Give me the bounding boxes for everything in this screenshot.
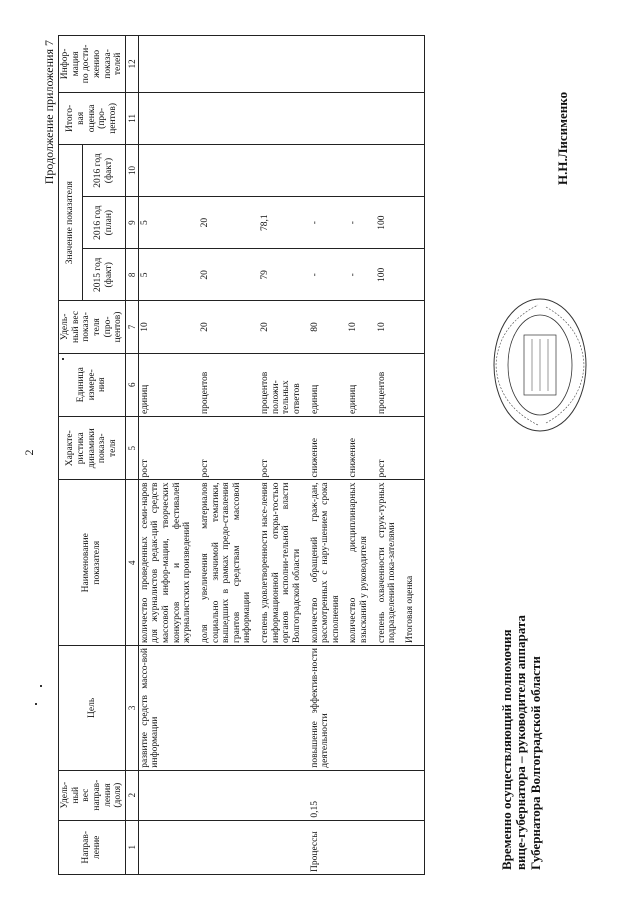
column-numbers-row: [125, 36, 138, 875]
header-value-group: Значение показателя: [59, 144, 83, 300]
indicator-name-cell: доля увеличения материалов социально значимой тематики, вышедших в рамках предо-ставления грантов средствам массовой информации: [199, 480, 259, 646]
table-row: [309, 36, 348, 875]
total-cell: [376, 92, 404, 144]
info-cell: [259, 36, 309, 93]
header-indicator-weight: Удель- ный вес показа- теля (про- центов): [59, 301, 126, 353]
header-dynamics: Характе- ристика динамики показа- теля: [59, 417, 126, 480]
goal-cell: [347, 646, 375, 771]
unit-cell: единиц: [309, 353, 348, 416]
signatory-name: Н.Н.Лисименко: [555, 91, 570, 185]
unit-cell: единиц: [347, 353, 375, 416]
total-row-cell: [404, 197, 424, 249]
indicator-name-cell: степень удовлетворенности насе-ления информационной откры-тостью органов исполни-тельной власти Волгоградской области: [259, 480, 309, 646]
share-cell: [259, 770, 309, 820]
dynamics-cell: рост: [138, 417, 199, 480]
col-number: 12: [125, 36, 138, 93]
continuation-label: Продолжение приложения 7: [42, 40, 56, 185]
direction-cell: [259, 820, 309, 874]
direction-cell: [347, 820, 375, 874]
fact-2016-cell: [138, 144, 199, 196]
weight-cell: 10: [347, 301, 375, 353]
scan-speck: [62, 358, 64, 360]
total-cell: [309, 92, 348, 144]
total-row-cell: [404, 36, 424, 93]
col-number: 1: [125, 820, 138, 874]
share-cell: [347, 770, 375, 820]
fact-2015-cell: 79: [259, 249, 309, 301]
col-number: 11: [125, 92, 138, 144]
dynamics-cell: снижение: [309, 417, 348, 480]
direction-cell: [138, 820, 199, 874]
fact-2015-cell: 5: [138, 249, 199, 301]
total-row-cell: [404, 770, 424, 820]
plan-2016-cell: 78,1: [259, 197, 309, 249]
fact-2016-cell: [347, 144, 375, 196]
total-row-cell: [404, 820, 424, 874]
plan-2016-cell: 20: [199, 197, 259, 249]
goal-cell: [376, 646, 404, 771]
col-number: 9: [125, 197, 138, 249]
total-row: [404, 36, 424, 875]
header-unit: Единица измере- ния: [59, 353, 126, 416]
scan-speck: [40, 685, 42, 687]
weight-cell: 20: [199, 301, 259, 353]
col-number: 5: [125, 417, 138, 480]
direction-cell: [376, 820, 404, 874]
dynamics-cell: рост: [376, 417, 404, 480]
table-row: [347, 36, 375, 875]
plan-2016-cell: -: [347, 197, 375, 249]
unit-cell: процентов положи-тельных ответов: [259, 353, 309, 416]
header-2016-fact: 2016 год (факт): [83, 144, 126, 196]
share-cell: [138, 770, 199, 820]
fact-2016-cell: [376, 144, 404, 196]
fact-2016-cell: [259, 144, 309, 196]
header-total: Итого- вая оценка (про- центов): [59, 92, 126, 144]
table-row: [376, 36, 404, 875]
signature-line: Губернатора Волгоградской области: [527, 656, 543, 870]
header-direction: Направ- ление: [59, 820, 126, 874]
header-2016-plan: 2016 год (план): [83, 197, 126, 249]
plan-2016-cell: 100: [376, 197, 404, 249]
table-row: [199, 36, 259, 875]
info-cell: [309, 36, 348, 93]
direction-cell: Процессы: [309, 820, 348, 874]
total-row-cell: [404, 417, 424, 480]
total-cell: [259, 92, 309, 144]
col-number: 2: [125, 770, 138, 820]
info-cell: [199, 36, 259, 93]
share-cell: [376, 770, 404, 820]
page-number: 2: [22, 449, 36, 456]
col-number: 4: [125, 480, 138, 646]
unit-cell: процентов: [199, 353, 259, 416]
header-direction-share: Удель- ный вес направ- ления (доля): [59, 770, 126, 820]
indicator-name-cell: степень охваченности струк-турных подразделений пока-зателями: [376, 480, 404, 646]
total-row-cell: [404, 249, 424, 301]
goal-cell: повышение эффектив-ности деятельности: [309, 646, 348, 771]
goal-cell: [199, 646, 259, 771]
official-stamp: [490, 295, 590, 435]
header-indicator-name: Наименование показателя: [59, 480, 126, 646]
signature-line: вице-губернатора – руководителя аппарата: [513, 615, 529, 870]
dynamics-cell: рост: [199, 417, 259, 480]
indicator-name-cell: количество обращений граж-дан, рассмотренных с нару-шением срока исполнения: [309, 480, 348, 646]
weight-cell: 10: [376, 301, 404, 353]
weight-cell: 10: [138, 301, 199, 353]
indicator-name-cell: количество дисциплинарных взысканий у руководителя: [347, 480, 375, 646]
unit-cell: единиц: [138, 353, 199, 416]
total-label: Итоговая оценка: [404, 480, 424, 646]
total-cell: [199, 92, 259, 144]
share-cell: [199, 770, 259, 820]
info-cell: [138, 36, 199, 93]
share-cell: 0,15: [309, 770, 348, 820]
info-cell: [376, 36, 404, 93]
indicators-table: [58, 35, 425, 875]
fact-2016-cell: [309, 144, 348, 196]
col-number: 6: [125, 353, 138, 416]
fact-2015-cell: -: [347, 249, 375, 301]
weight-cell: 20: [259, 301, 309, 353]
info-cell: [347, 36, 375, 93]
header-2015-fact: 2015 год (факт): [83, 249, 126, 301]
scan-speck: [35, 703, 37, 705]
direction-cell: [199, 820, 259, 874]
total-row-cell: [404, 301, 424, 353]
plan-2016-cell: 5: [138, 197, 199, 249]
fact-2015-cell: -: [309, 249, 348, 301]
col-number: 3: [125, 646, 138, 771]
indicator-name-cell: количество проведенных семи-наров для журналистов редак-ций средств массовой инфор-мации, творческих конкурсов и фестивалей журналистских произведений: [138, 480, 199, 646]
total-row-cell: [404, 92, 424, 144]
signature-block: [500, 615, 543, 870]
total-row-cell: [404, 353, 424, 416]
total-row-cell: [404, 646, 424, 771]
fact-2016-cell: [199, 144, 259, 196]
table-row: [138, 36, 199, 875]
total-cell: [138, 92, 199, 144]
fact-2015-cell: 20: [199, 249, 259, 301]
signature-line: Временно осуществляющий полномочия: [499, 629, 514, 870]
col-number: 7: [125, 301, 138, 353]
table-row: [259, 36, 309, 875]
col-number: 8: [125, 249, 138, 301]
goal-cell: развитие средств массо-вой информации: [138, 646, 199, 771]
total-cell: [347, 92, 375, 144]
dynamics-cell: снижение: [347, 417, 375, 480]
total-row-cell: [404, 144, 424, 196]
header-info: Инфор- мация по дости- жению показа- телей: [59, 36, 126, 93]
unit-cell: процентов: [376, 353, 404, 416]
fact-2015-cell: 100: [376, 249, 404, 301]
header-goal: Цель: [59, 646, 126, 771]
dynamics-cell: рост: [259, 417, 309, 480]
goal-cell: [259, 646, 309, 771]
weight-cell: 80: [309, 301, 348, 353]
col-number: 10: [125, 144, 138, 196]
plan-2016-cell: -: [309, 197, 348, 249]
